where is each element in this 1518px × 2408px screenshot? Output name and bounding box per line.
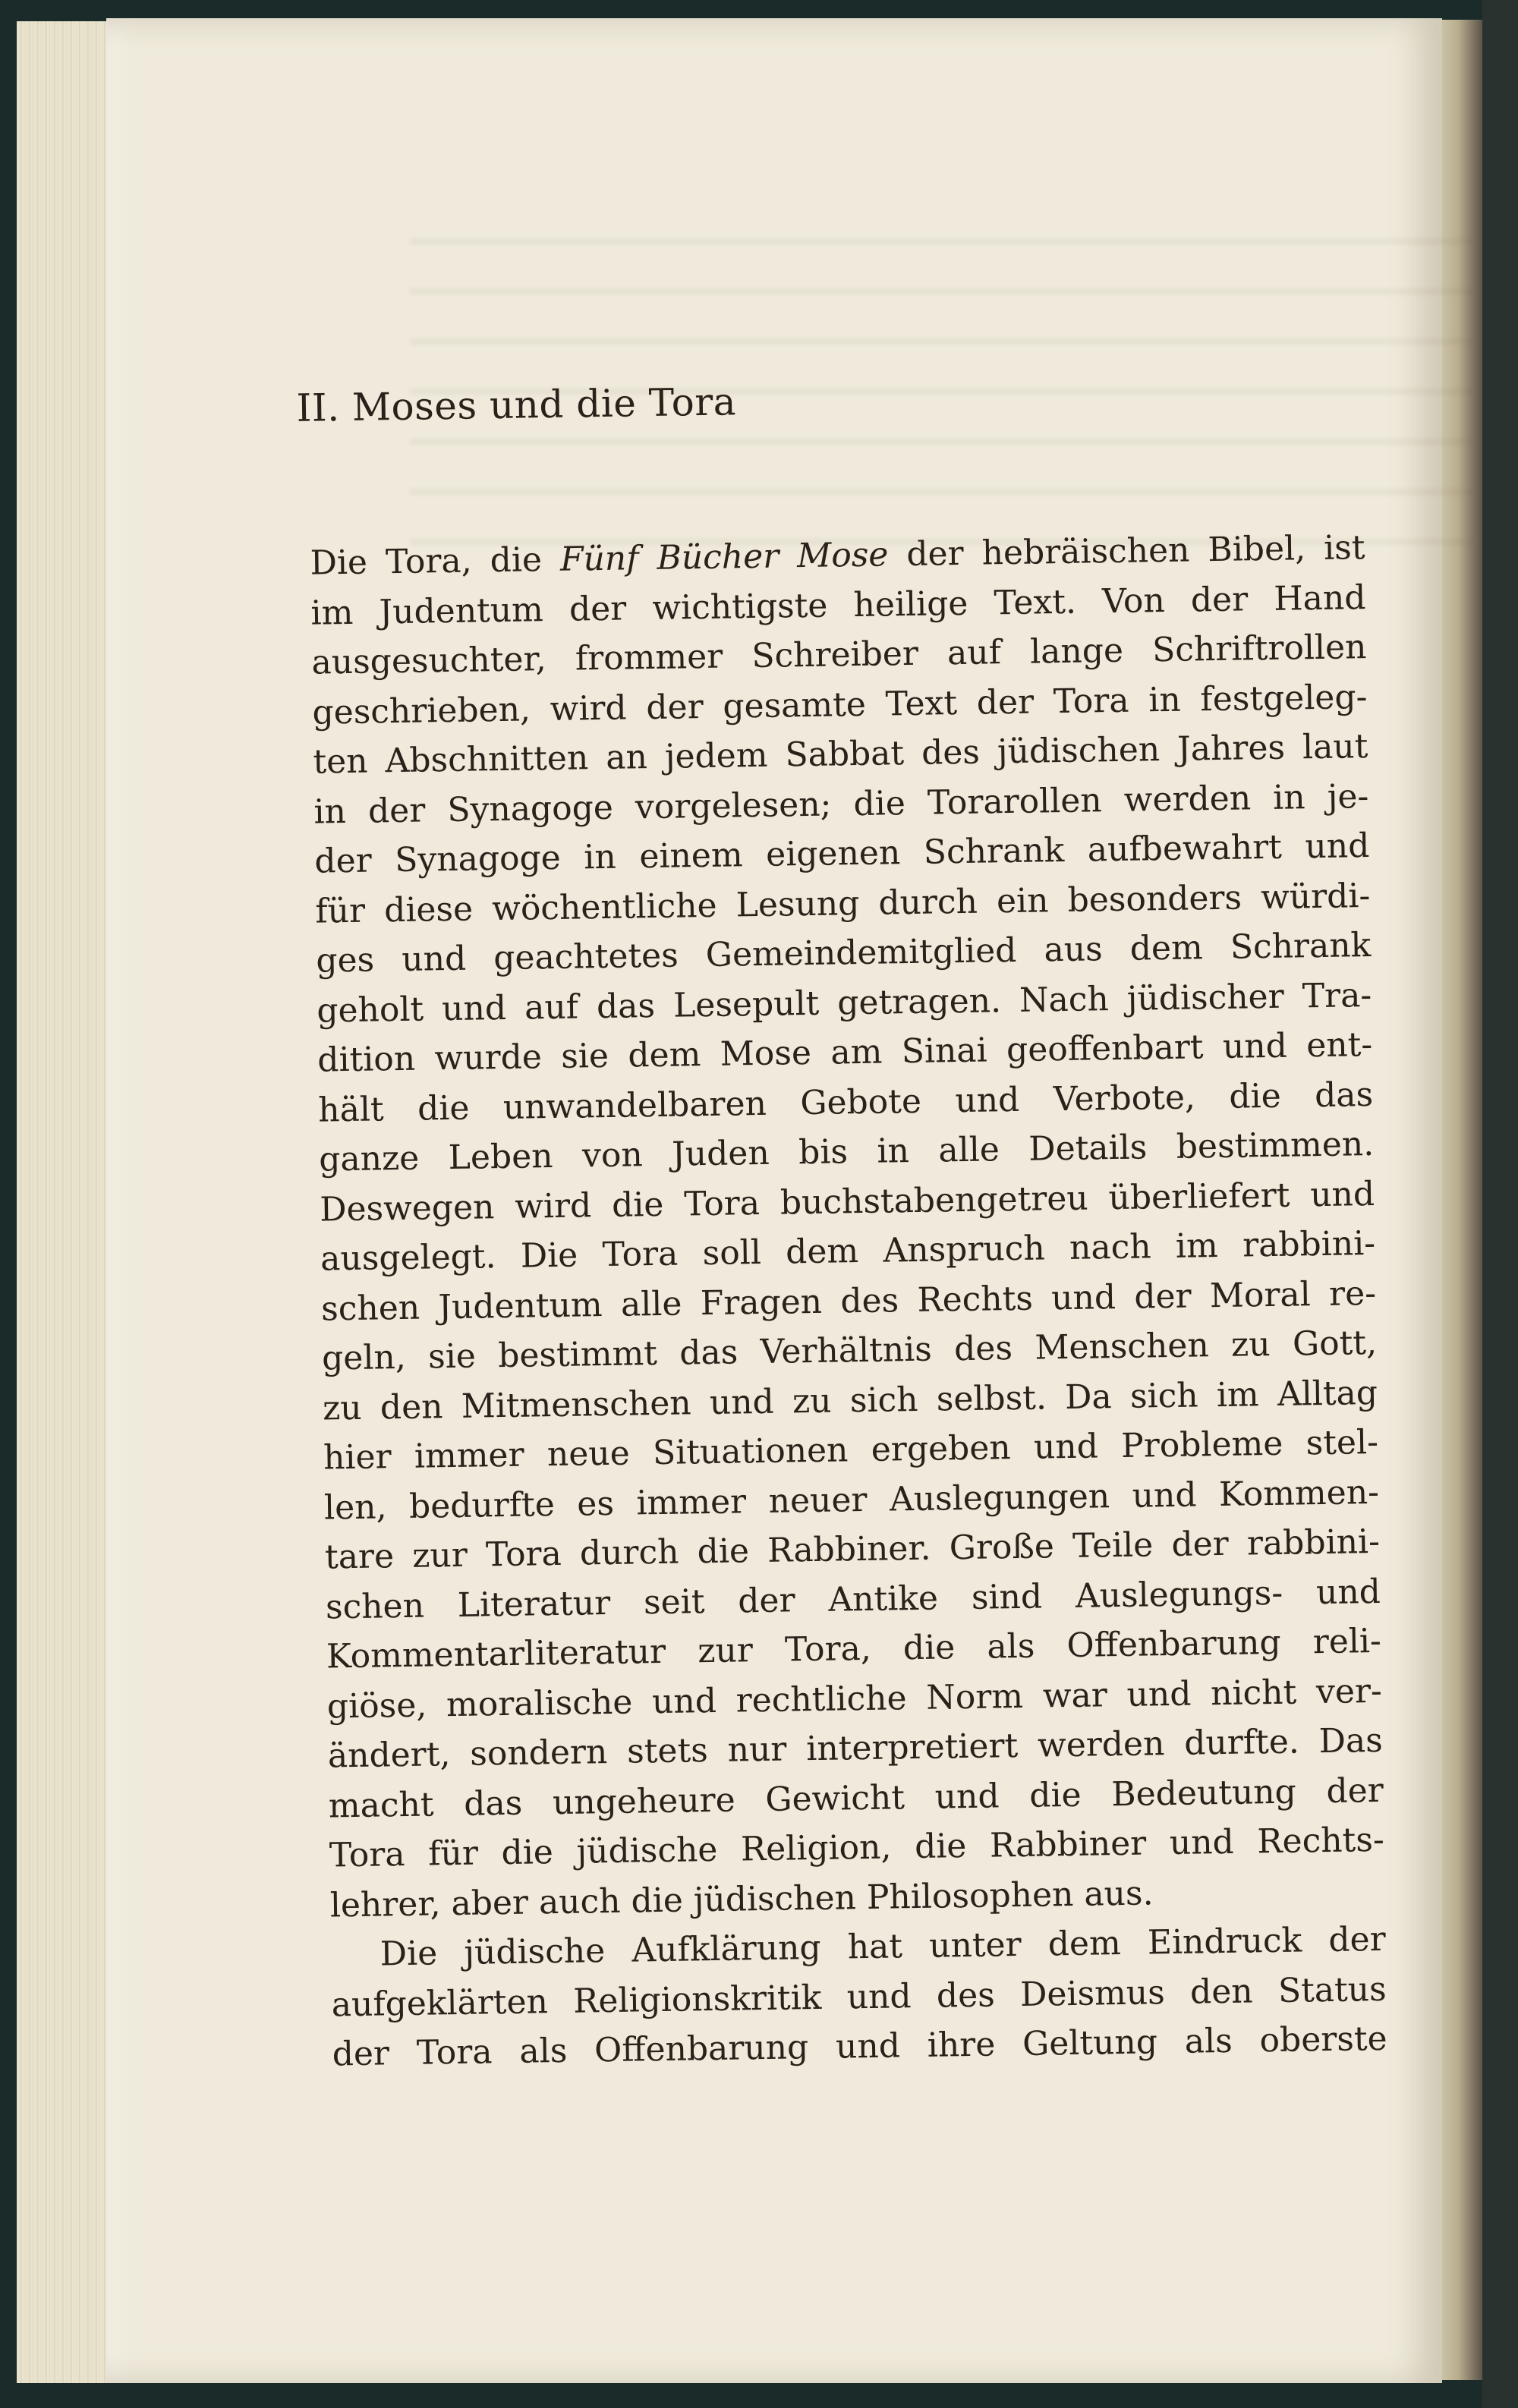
scan-background-edge	[1482, 0, 1518, 2408]
text-line: schen Judentum alle Fragen des Rechts und der Moral re-	[320, 1273, 1377, 1329]
text-line: Tora für die jüdische Religion, die Rabbiner und Rechts-	[329, 1820, 1385, 1875]
text-line: ganze Leben von Juden bis in alle Details bestimmen.	[318, 1124, 1375, 1179]
body-text	[192, 523, 1387, 2081]
text-line: ausgesuchter, frommer Schreiber auf lange Schriftrollen	[311, 628, 1367, 682]
paragraph-end-line: lehrer, aber auch die jüdischen Philosophen aus.	[329, 1873, 1154, 1925]
page-content	[190, 364, 1387, 2081]
text-line: len, bedurfte es immer neuer Auslegungen und Kommen-	[323, 1472, 1380, 1528]
text-line: ges und geachtetes Gemeindemitglied aus dem Schrank	[316, 925, 1372, 981]
book-title-italic: Fünf Bücher Mose	[559, 535, 889, 579]
text-line: in der Synagoge vorgelesen; die Torarollen werden in je-	[313, 776, 1369, 832]
text-line: Die Tora, die Fünf Bücher Mose der hebräischen Bibel, ist	[310, 528, 1365, 583]
text-line: der Synagoge in einem eigenen Schrank aufbewahrt und	[314, 826, 1370, 881]
text-line: geln, sie bestimmt das Verhältnis des Menschen zu Gott,	[321, 1323, 1378, 1378]
text-line: im Judentum der wichtigste heilige Text. Von der Hand	[310, 578, 1366, 633]
text-line: macht das ungeheure Gewicht und die Bedeutung der	[328, 1771, 1384, 1825]
text-line: aufgeklärten Religionskritik und des Deismus den Status	[331, 1969, 1387, 2024]
text-line: ändert, sondern stets nur interpretiert werden durfte. Das	[327, 1720, 1384, 1776]
paragraph-start-line: Die jüdische Aufklärung hat unter dem Eindruck der	[380, 1919, 1387, 1974]
text-line: dition wurde sie dem Mose am Sinai geoffenbart und ent-	[317, 1025, 1373, 1080]
text-line: Deswegen wird die Tora buchstabengetreu überliefert und	[319, 1174, 1375, 1229]
text-line: zu den Mitmenschen und zu sich selbst. Da sich im Alltag	[322, 1373, 1378, 1428]
text-line: tare zur Tora durch die Rabbiner. Große Teile der rabbini-	[324, 1522, 1381, 1577]
text-line: ten Abschnitten an jedem Sabbat des jüdischen Jahres laut	[313, 727, 1368, 782]
text-line: ausgelegt. Die Tora soll dem Anspruch nach im rabbini-	[320, 1223, 1376, 1279]
text-line: der Tora als Offenbarung und ihre Geltung als oberste	[332, 2019, 1387, 2074]
text-line: für diese wöchentliche Lesung durch ein besonders würdi-	[315, 876, 1371, 931]
text-line: hier immer neue Situationen ergeben und Probleme stel-	[323, 1422, 1379, 1478]
text-line: schen Literatur seit der Antike sind Auslegungs- und	[325, 1572, 1381, 1627]
text-line: geschrieben, wird der gesamte Text der Tora in festgeleg-	[312, 677, 1368, 732]
text-line: geholt und auf das Lesepult getragen. Nach jüdischer Tra-	[316, 975, 1372, 1031]
text-line: Kommentarliteratur zur Tora, die als Offenbarung reli-	[326, 1621, 1382, 1676]
text-line: giöse, moralische und rechtliche Norm war und nicht ver-	[326, 1671, 1383, 1727]
text-line: hält die unwandelbaren Gebote und Verbote, die das	[317, 1075, 1374, 1130]
chapter-title: II. Moses und die Tora	[296, 379, 737, 430]
